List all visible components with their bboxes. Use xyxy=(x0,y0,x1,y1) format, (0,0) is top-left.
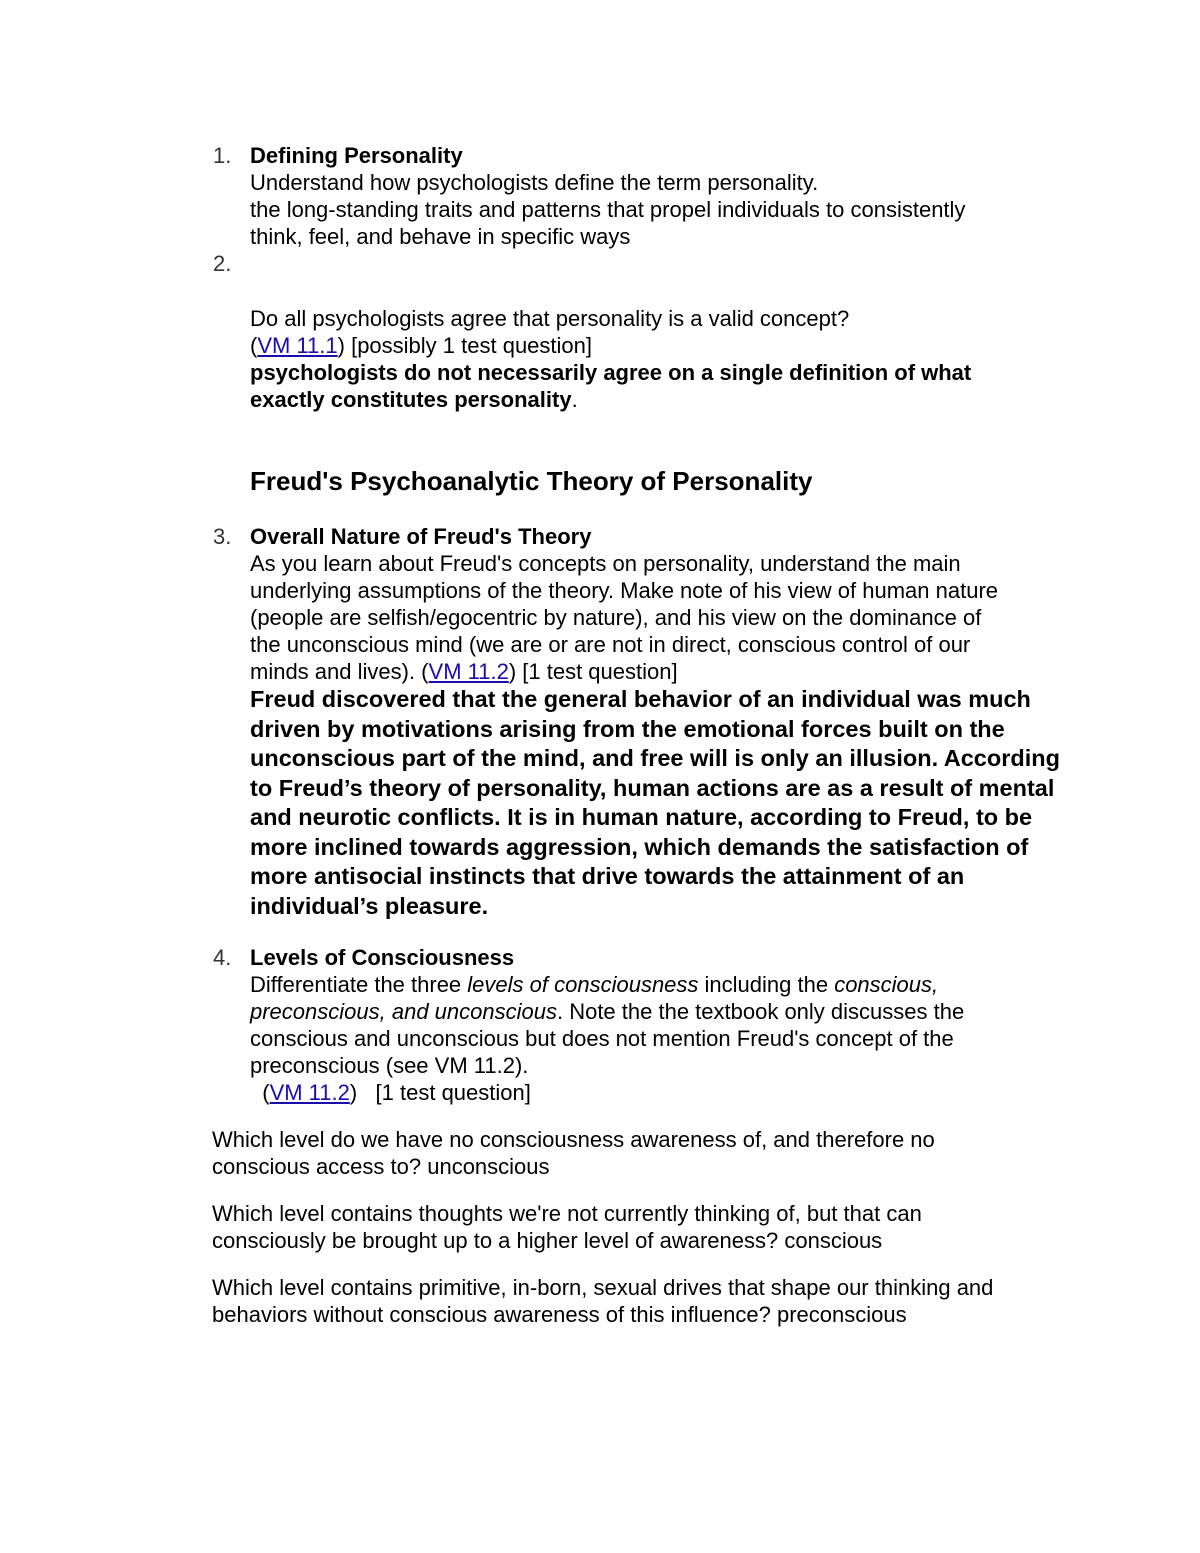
item-question: Do all psychologists agree that personality is a valid concept? xyxy=(250,306,850,331)
list-number: 4. xyxy=(213,945,232,970)
question-text: conscious access to? unconscious xyxy=(212,1154,550,1179)
item-text: As you learn about Freud's concepts on personality, understand the main xyxy=(250,551,961,576)
list-number: 2. xyxy=(213,251,232,276)
item-reference: (VM 11.1) [possibly 1 test question] xyxy=(250,333,592,358)
item-title: Defining Personality xyxy=(250,143,463,168)
item-text: Differentiate the three levels of consciousness including the conscious, xyxy=(250,972,939,997)
item-text: the long-standing traits and patterns that propel individuals to consistently xyxy=(250,197,966,222)
item-text: conscious and unconscious but does not mention Freud's concept of the xyxy=(250,1026,954,1051)
vm-11-2-link[interactable]: VM 11.2 xyxy=(269,1080,350,1105)
question-paragraph xyxy=(212,1274,993,1328)
item-text: preconscious (see VM 11.2). xyxy=(250,1053,529,1078)
freud-answer xyxy=(250,685,1090,921)
answer-line: individual’s pleasure. xyxy=(250,892,489,919)
item-text: (people are selfish/egocentric by nature), and his view on the dominance of xyxy=(250,605,982,630)
item-text: minds and lives). (VM 11.2) [1 test question] xyxy=(250,659,678,684)
item-text: think, feel, and behave in specific ways xyxy=(250,224,631,249)
item-reference: (VM 11.2) [1 test question] xyxy=(250,1080,531,1105)
list-number: 1. xyxy=(213,143,232,168)
answer-line: Freud discovered that the general behavior of an individual was much xyxy=(250,686,1031,712)
question-text: Which level contains primitive, in-born, sexual drives that shape our thinking and xyxy=(212,1275,994,1300)
item-answer: exactly constitutes personality. xyxy=(250,387,578,412)
answer-line: driven by motivations arising from the emotional forces built on the xyxy=(250,715,1005,742)
item-answer: psychologists do not necessarily agree on a single definition of what xyxy=(250,360,972,385)
answer-line: more antisocial instincts that drive towards the attainment of an xyxy=(250,863,965,889)
answer-line: and neurotic conflicts. It is in human nature, according to Freud, to be xyxy=(250,804,1033,830)
vm-11-2-link[interactable]: VM 11.2 xyxy=(428,659,509,684)
vm-11-1-link[interactable]: VM 11.1 xyxy=(257,333,338,358)
question-paragraph xyxy=(212,1126,935,1180)
section-heading: Freud's Psychoanalytic Theory of Personality xyxy=(250,466,813,496)
question-text: consciously be brought up to a higher level of awareness? conscious xyxy=(212,1228,883,1253)
question-paragraph xyxy=(212,1200,922,1254)
question-text: behaviors without conscious awareness of this influence? preconscious xyxy=(212,1302,907,1327)
answer-line: more inclined towards aggression, which demands the satisfaction of xyxy=(250,833,1029,860)
question-text: Which level contains thoughts we're not currently thinking of, but that can xyxy=(212,1201,922,1226)
list-number: 3. xyxy=(213,524,232,549)
item-title: Levels of Consciousness xyxy=(250,945,515,970)
item-text: underlying assumptions of the theory. Make note of his view of human nature xyxy=(250,578,999,603)
item-title: Overall Nature of Freud's Theory xyxy=(250,524,592,549)
item-text: Understand how psychologists define the term personality. xyxy=(250,170,819,195)
answer-line: to Freud’s theory of personality, human actions are as a result of mental xyxy=(250,774,1055,801)
answer-line: unconscious part of the mind, and free will is only an illusion. According xyxy=(250,745,1060,771)
question-text: Which level do we have no consciousness awareness of, and therefore no xyxy=(212,1127,935,1152)
item-text: the unconscious mind (we are or are not in direct, conscious control of our xyxy=(250,632,971,657)
item-text: preconscious, and unconscious. Note the the textbook only discusses the xyxy=(250,999,965,1024)
